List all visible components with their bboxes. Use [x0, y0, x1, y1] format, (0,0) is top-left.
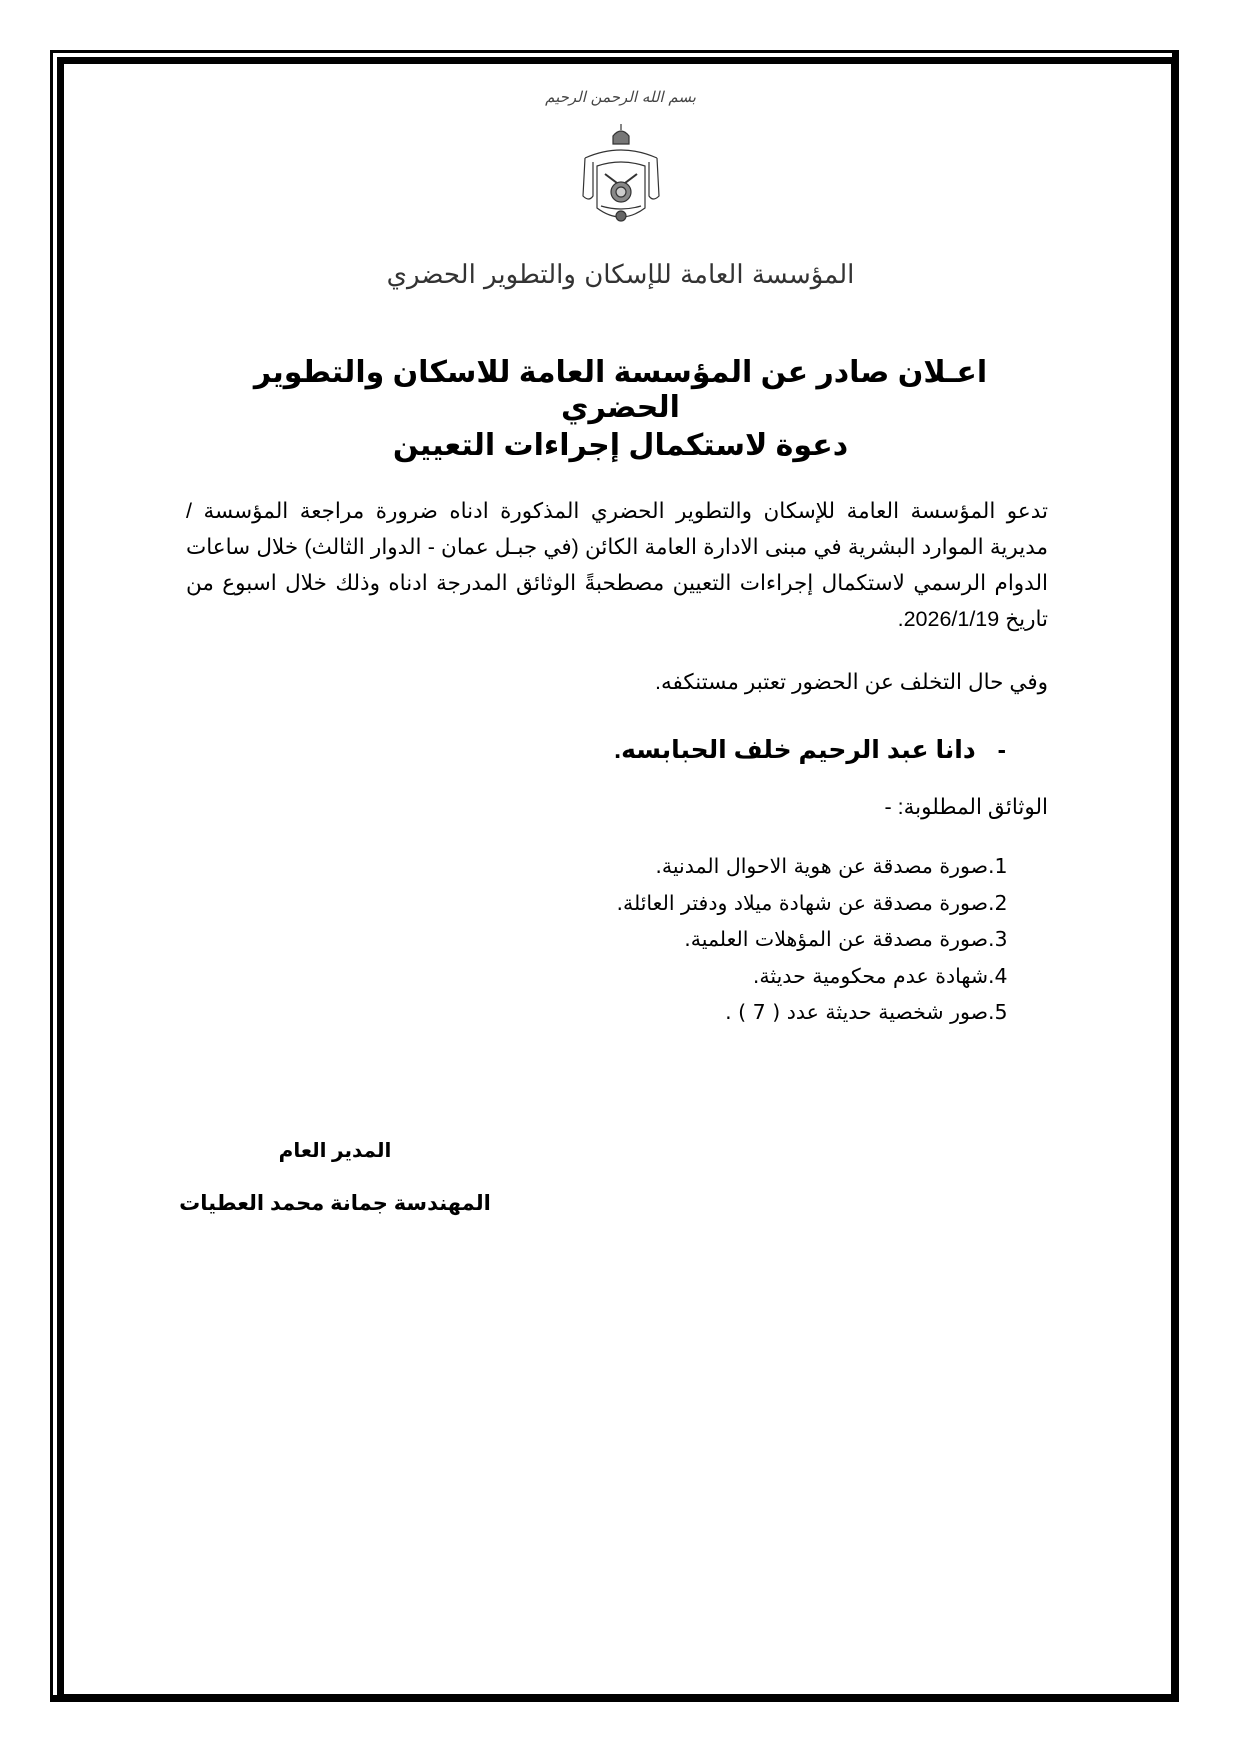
candidate-name: دانا عبد الرحيم خلف الحبابسه. — [614, 736, 976, 764]
document-number: 5. — [988, 1000, 1008, 1024]
organization-calligraphy: المؤسسة العامة للإسكان والتطوير الحضري — [386, 260, 855, 290]
document-item — [186, 921, 1022, 958]
document-text: صورة مصدقة عن المؤهلات العلمية. — [684, 927, 988, 951]
document-number: 1. — [988, 854, 1008, 878]
signatory-title: المدير العام — [278, 1140, 392, 1162]
document-item — [186, 885, 1022, 922]
required-documents-label: الوثائق المطلوبة: - — [884, 795, 1048, 819]
basmala: بسم الله الرحمن الرحيم — [545, 88, 696, 106]
document-number: 4. — [988, 963, 1008, 988]
document-item — [186, 848, 1022, 885]
document-text: شهادة عدم محكومية حديثة. — [752, 963, 988, 988]
candidate-bullet: - — [997, 736, 1006, 764]
announcement-subtitle: دعوة لاستكمال إجراءات التعيين — [392, 429, 849, 462]
document-text: صورة مصدقة عن هوية الاحوال المدنية. — [655, 854, 988, 878]
invitation-paragraph: تدعو المؤسسة العامة للإسكان والتطوير الحضري المذكورة ادناه ضرورة مراجعة المؤسسة / مديرية الموارد البشرية في مبنى الادارة العامة الكائن (في جبـل عمان - الدوار الثالث) خلال ساعات الدوام الرسمي لاستكمال إجراءات التعيين مصطحبةً الوثائق المدرجة ادناه وذلك خلال اسبوع من تاريخ 2026/1/19. — [186, 499, 1048, 631]
coat-of-arms-icon — [579, 122, 663, 232]
document-number: 2. — [988, 890, 1008, 915]
document-text: صورة مصدقة عن شهادة ميلاد ودفتر العائلة. — [616, 890, 988, 915]
document-item — [186, 958, 1022, 995]
candidate-entry — [186, 735, 1006, 765]
absence-notice: وفي حال التخلف عن الحضور تعتبر مستنكفه. — [655, 670, 1048, 694]
document-number: 3. — [988, 927, 1008, 951]
announcement-title: اعـلان صادر عن المؤسسة العامة للاسكان والتطوير الحضري — [253, 356, 988, 424]
signatory-name: المهندسة جمانة محمد العطيات — [179, 1192, 491, 1215]
document-item — [186, 994, 1022, 1031]
document-text: صور شخصية حديثة عدد ( 7 ) . — [725, 1000, 988, 1024]
required-documents-list — [186, 848, 1022, 1031]
